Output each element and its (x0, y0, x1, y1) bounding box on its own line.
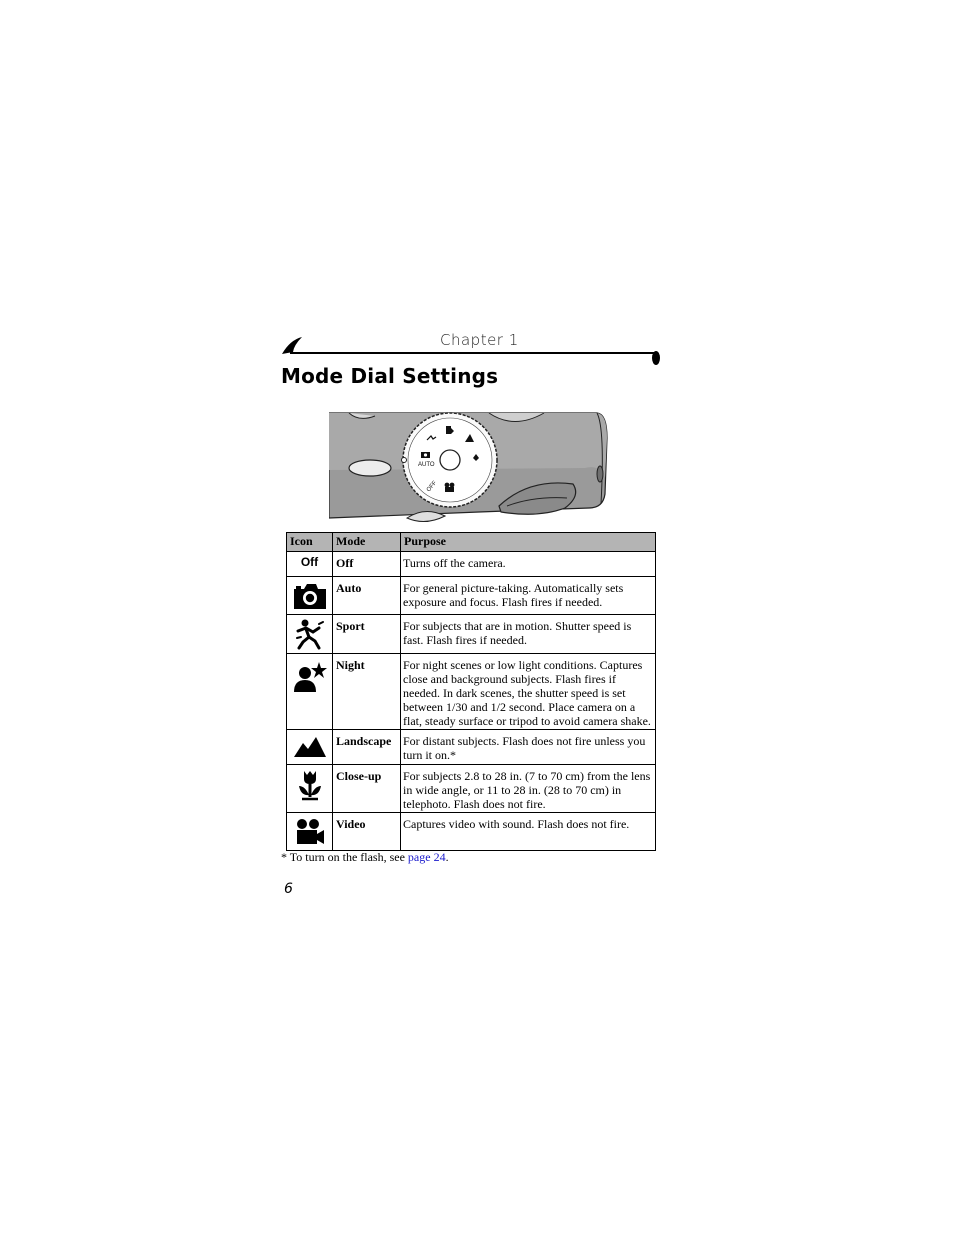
page-number: 6 (284, 881, 293, 897)
table-row (287, 577, 656, 615)
mode-purpose: Turns off the camera. (401, 552, 656, 577)
table-row (287, 615, 656, 654)
table-row (287, 552, 656, 577)
footnote (281, 850, 449, 865)
camera-icon (292, 581, 328, 611)
chapter-label: Chapter 1 (440, 331, 519, 349)
night-icon (292, 660, 328, 694)
chapter-rule-divider (280, 336, 662, 366)
icon-cell (287, 730, 333, 765)
mode-table (286, 532, 656, 851)
page-title: Mode Dial Settings (281, 364, 499, 388)
mode-purpose: Captures video with sound. Flash does not fire. (401, 813, 656, 851)
icon-cell (287, 813, 333, 851)
mode-purpose: For night scenes or low light conditions. Captures close and background subjects. Flash fires if needed. In dark scenes, the shutter speed is set between 1/30 and 1/2 second. Place camera on a flat, steady surface or tripod to avoid camera shake. (401, 654, 656, 730)
icon-cell (287, 654, 333, 730)
column-header-mode: Mode (333, 533, 401, 552)
table-header-row (287, 533, 656, 552)
off-label-icon: Off (300, 555, 319, 569)
sport-icon (295, 618, 325, 650)
mode-name: Off (333, 552, 401, 577)
camera-mode-dial-illustration (329, 408, 609, 523)
mode-name: Night (333, 654, 401, 730)
mode-name: Sport (333, 615, 401, 654)
column-header-icon: Icon (287, 533, 333, 552)
icon-cell (287, 552, 333, 577)
footnote-text: * To turn on the flash, see (281, 850, 408, 864)
mode-purpose: For general picture-taking. Automatically sets exposure and focus. Flash fires if needed. (401, 577, 656, 615)
dial-label-auto: AUTO (418, 462, 435, 468)
mode-name: Video (333, 813, 401, 851)
icon-cell (287, 577, 333, 615)
mode-name: Close-up (333, 765, 401, 813)
table-row (287, 765, 656, 813)
mode-purpose: For subjects that are in motion. Shutter speed is fast. Flash fires if needed. (401, 615, 656, 654)
table-row (287, 813, 656, 851)
table-row (287, 654, 656, 730)
video-icon (295, 817, 325, 847)
icon-cell (287, 615, 333, 654)
dial-label-off: OFF (425, 480, 439, 494)
column-header-purpose: Purpose (401, 533, 656, 552)
table-row (287, 730, 656, 765)
icon-cell (287, 765, 333, 813)
mode-purpose: For subjects 2.8 to 28 in. (7 to 70 cm) from the lens in wide angle, or 11 to 28 in. (28 to 70 cm) in telephoto. Flash does not fire. (401, 765, 656, 813)
mode-purpose: For distant subjects. Flash does not fire unless you turn it on.* (401, 730, 656, 765)
page-24-link[interactable]: page 24 (407, 850, 446, 864)
landscape-icon (293, 735, 327, 759)
mode-name: Landscape (333, 730, 401, 765)
close-up-icon (297, 769, 323, 801)
mode-name: Auto (333, 577, 401, 615)
footnote-suffix: . (445, 850, 449, 864)
